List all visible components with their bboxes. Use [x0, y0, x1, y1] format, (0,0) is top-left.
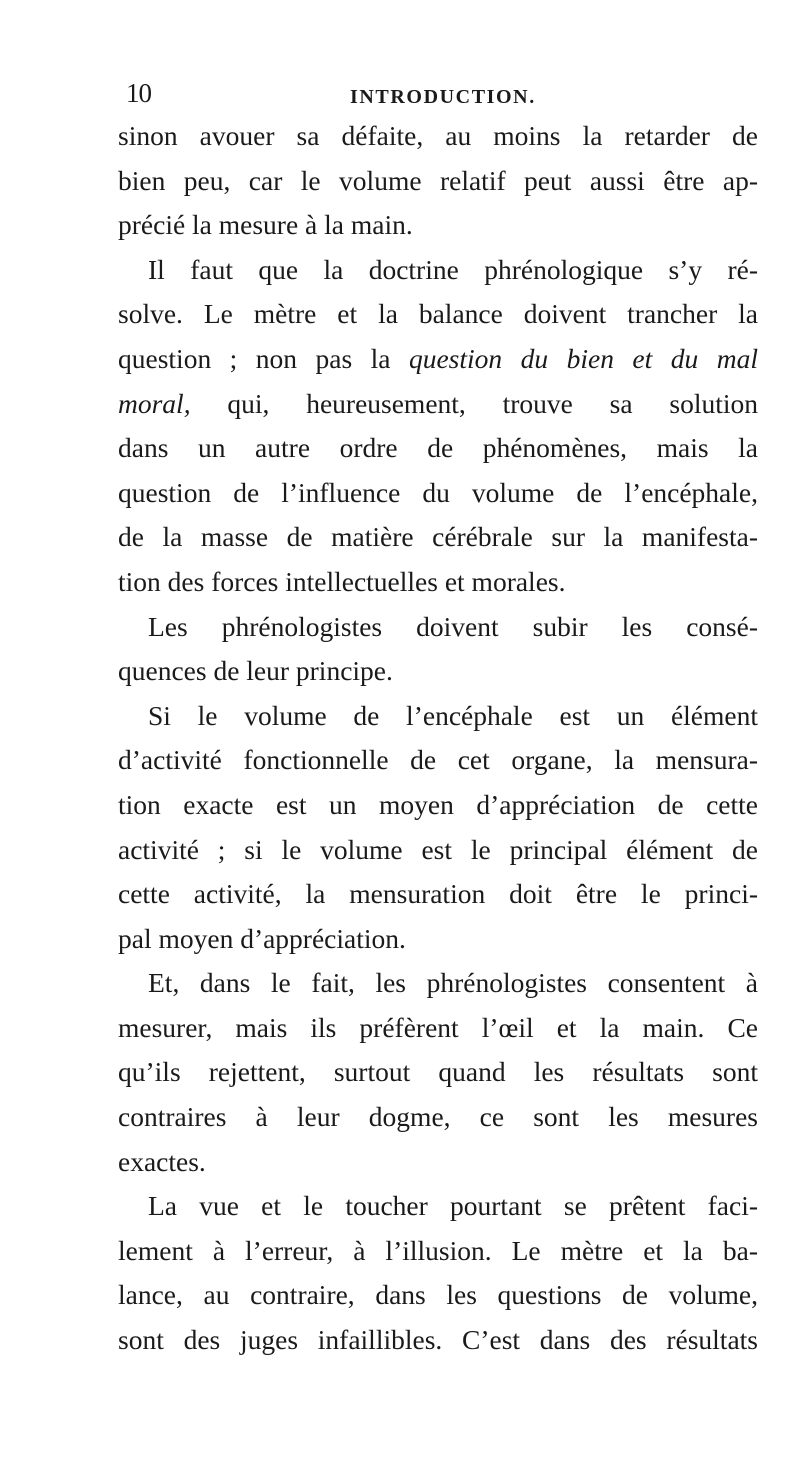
text-line: Si le volume de l’encéphale est un élément: [148, 699, 758, 731]
text-line: d’activité fonctionnelle de cet organe, la mensura-: [118, 744, 758, 776]
text-line: bien peu, car le volume relatif peut aussi être ap-: [118, 164, 758, 196]
running-title: INTRODUCTION.: [350, 86, 536, 108]
text-line: Les phrénologistes doivent subir les consé-: [148, 610, 758, 642]
body-text: [118, 114, 758, 1363]
text-line: Et, dans le fait, les phrénologistes consentent à: [148, 967, 758, 999]
text-line: pal moyen d’appréciation.: [118, 922, 406, 954]
text-line: question de l’influence du volume de l’encéphale,: [118, 476, 758, 508]
text-line: de la masse de matière cérébrale sur la manifesta-: [118, 521, 758, 553]
text-line: contraires à leur dogme, ce sont les mesures: [118, 1101, 758, 1133]
text-line: Il faut que la doctrine phrénologique s’y ré-: [148, 253, 758, 285]
text-line: sont des juges infaillibles. C’est dans des résultats: [118, 1324, 758, 1356]
text-line: lance, au contraire, dans les questions de volume,: [118, 1279, 758, 1311]
text-line: solve. Le mètre et la balance doivent trancher la: [118, 298, 758, 330]
book-page: [118, 70, 758, 1363]
text-line: sinon avouer sa défaite, au moins la retarder de: [118, 120, 758, 151]
italic-phrase: question du bien et du mal: [408, 342, 758, 374]
text-line: exactes.: [118, 1145, 206, 1177]
text-line: qu’ils rejettent, surtout quand les résultats sont: [118, 1056, 758, 1088]
page-header: [118, 70, 758, 110]
text-run: qui, heureusement, trouve sa solution: [190, 387, 758, 419]
text-line: tion exacte est un moyen d’appréciation de cette: [118, 788, 758, 820]
text-run: question ; non pas la: [118, 342, 409, 374]
text-line: dans un autre ordre de phénomènes, mais la: [118, 432, 758, 464]
page-number: 10: [126, 78, 151, 108]
text-line: La vue et le toucher pourtant se prêtent faci-: [148, 1190, 758, 1222]
text-line: quences de leur principe.: [118, 655, 393, 687]
text-line: activité ; si le volume est le principal élément de: [118, 833, 758, 865]
text-line: lement à l’erreur, à l’illusion. Le mètre et la ba-: [118, 1234, 758, 1266]
text-line: tion des forces intellectuelles et morales.: [118, 565, 566, 597]
text-line: [118, 337, 758, 382]
text-line: cette activité, la mensuration doit être le princi-: [118, 878, 758, 910]
text-line: [118, 382, 758, 427]
text-line: précié la mesure à la main.: [118, 209, 413, 241]
text-line: mesurer, mais ils préfèrent l’œil et la main. Ce: [118, 1011, 758, 1043]
italic-phrase: moral,: [118, 387, 191, 419]
